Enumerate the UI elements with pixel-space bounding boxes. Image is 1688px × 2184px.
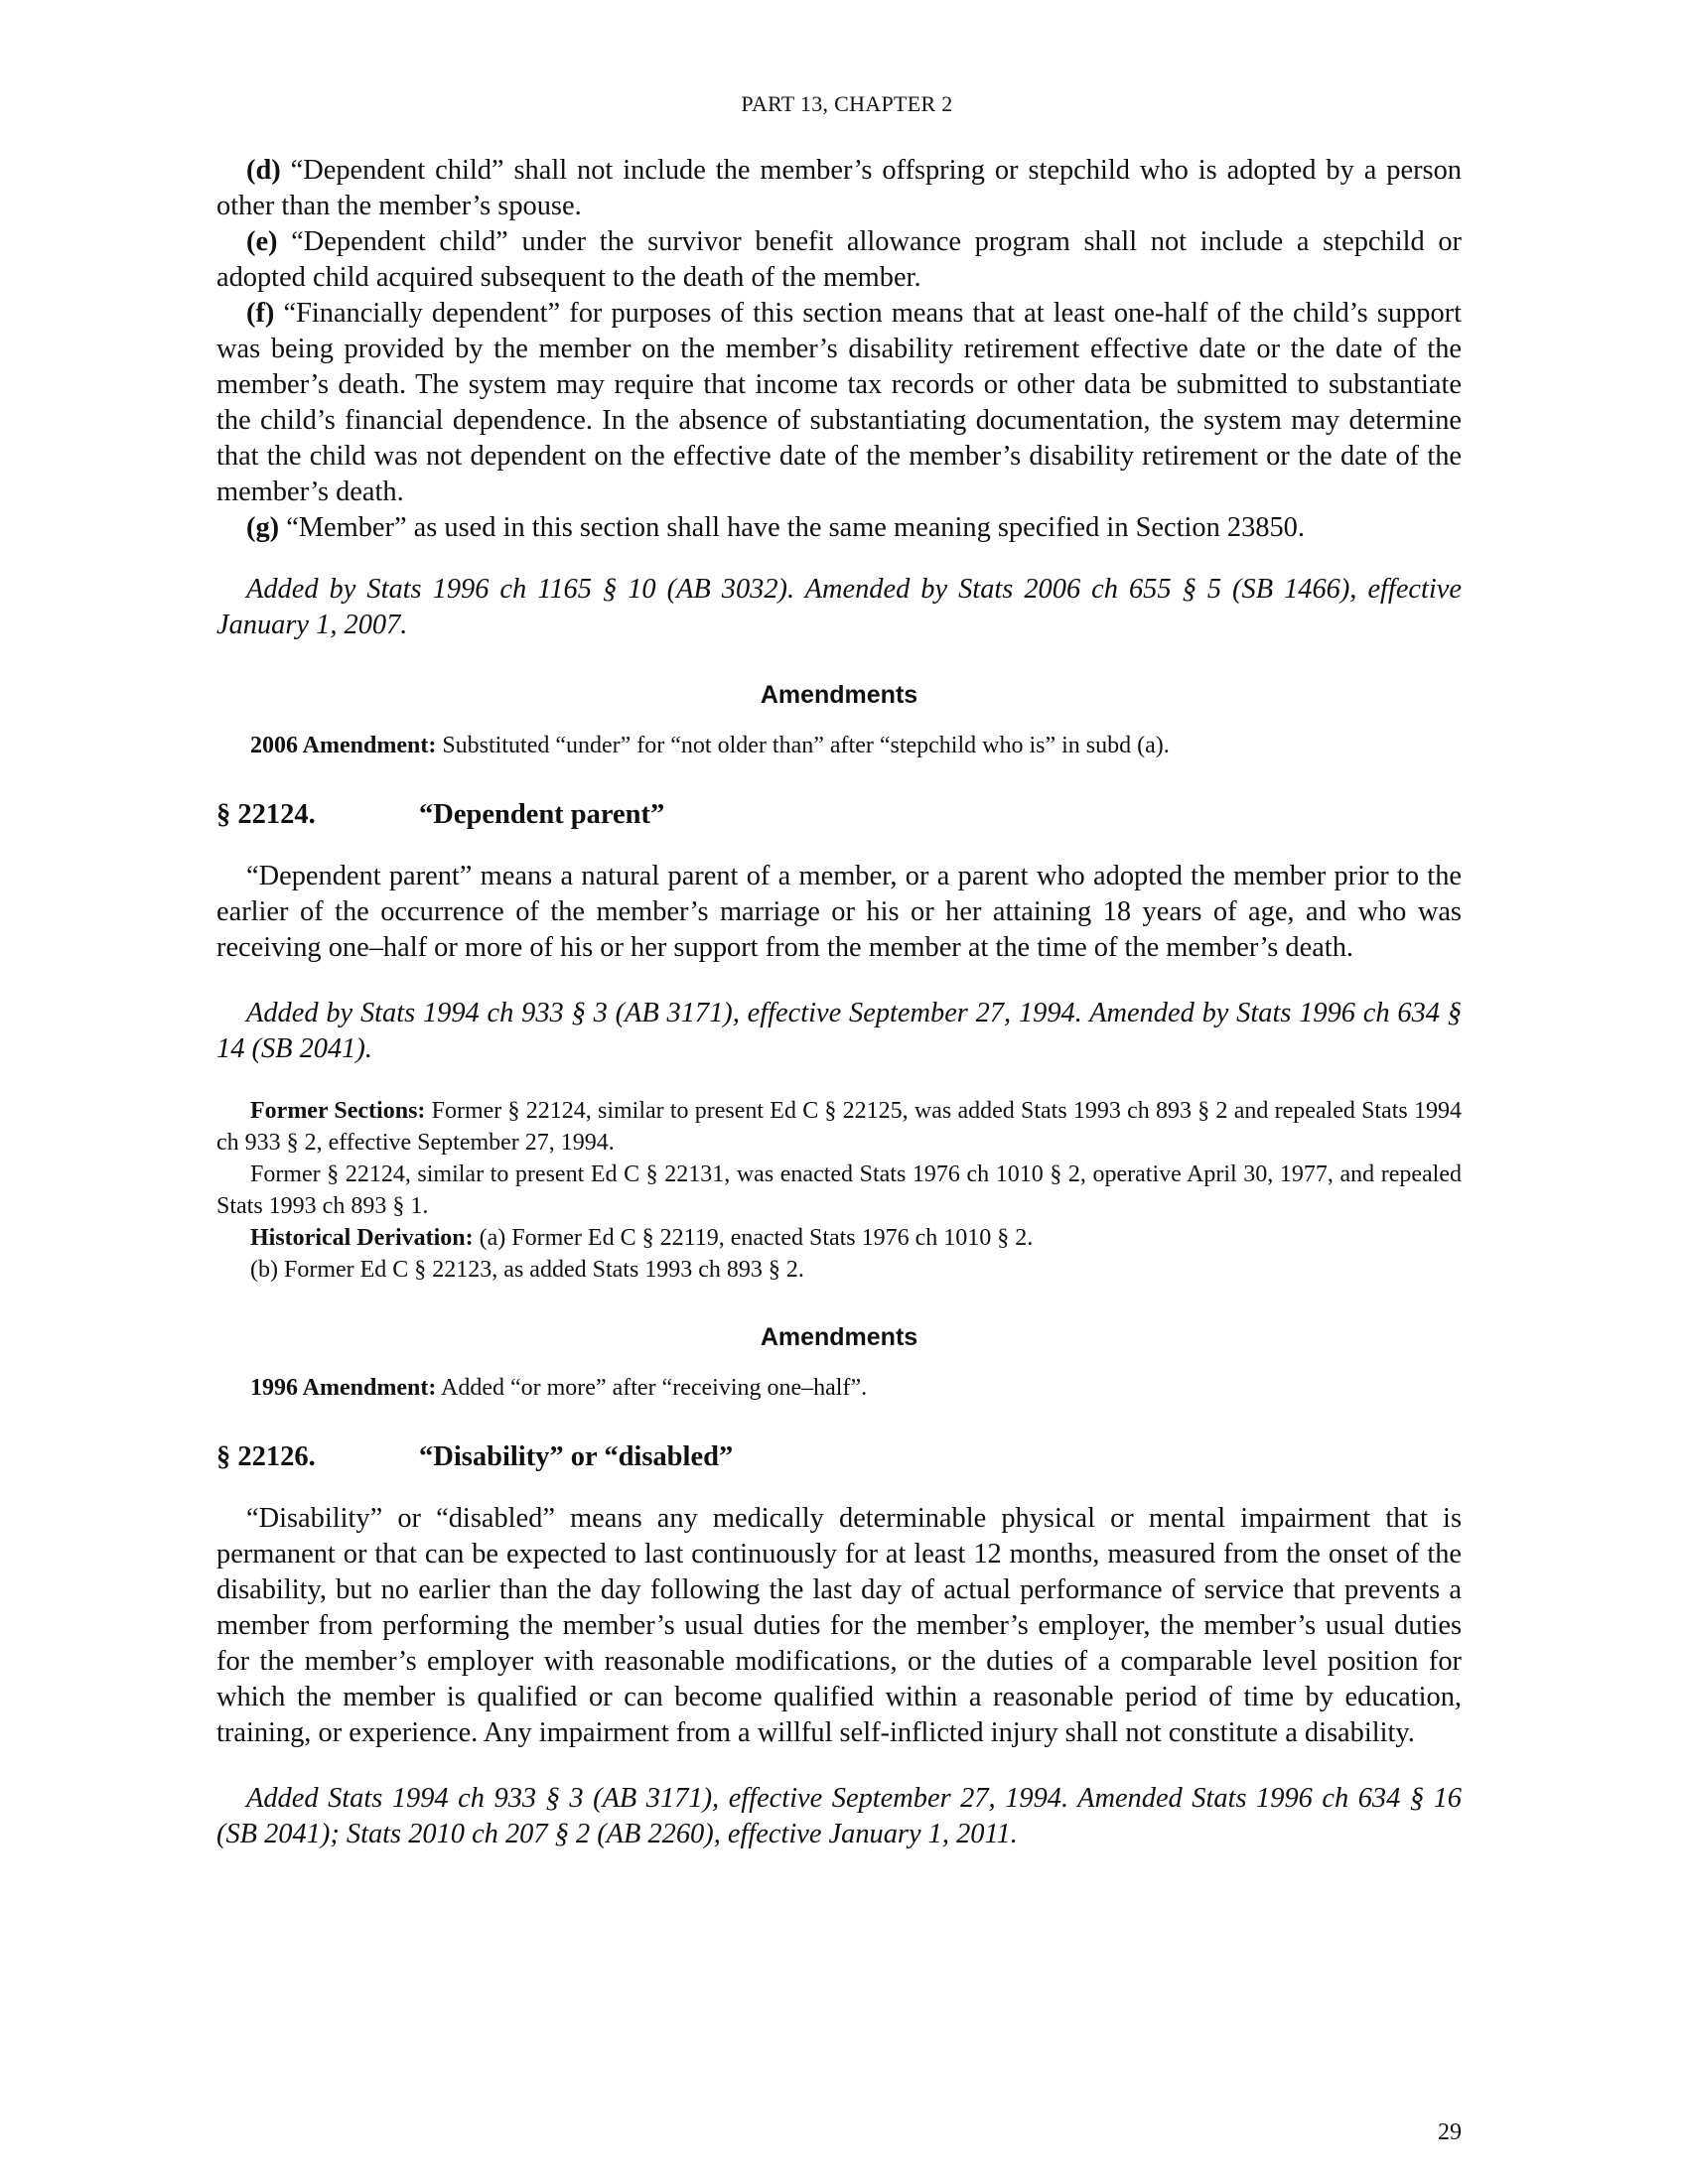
running-header: PART 13, CHAPTER 2 <box>741 91 953 116</box>
note-label: Former Sections: <box>250 1098 426 1124</box>
subdivision-f <box>216 296 1462 510</box>
note-text: Former § 22124, similar to present Ed C § 22125, was added Stats 1993 ch 893 § 2 and repealed Stats 1994 ch 933 § 2, effective September 27, 1994. <box>216 1098 1462 1156</box>
amendment-note <box>216 730 1462 761</box>
note-label: Historical Derivation: <box>250 1225 474 1251</box>
subdivision-label: (g) <box>246 512 280 543</box>
section-title: “Disability” or “disabled” <box>419 1441 734 1472</box>
subdivision-g <box>216 510 1462 546</box>
amendment-text: Added “or more” after “receiving one–half”. <box>436 1375 868 1401</box>
subdivision-e <box>216 224 1462 296</box>
section-number: § 22124. <box>216 799 316 830</box>
section-title: “Dependent parent” <box>419 799 665 830</box>
subdivision-text: “Dependent child” under the survivor benefit allowance program shall not include a stepchild or adopted child acquired subsequent to the death of the member. <box>216 226 1462 293</box>
section-body: “Disability” or “disabled” means any medically determinable physical or mental impairment that is permanent or that can be expected to last continuously for at least 12 months, measured from the onset of the disability, but no earlier than the day following the last day of actual performance of service that prevents a member from performing the member’s usual duties for the member’s employer, the member’s usual duties for the member’s employer with reasonable modifications, or the duties of a comparable level position for which the member is qualified or can become qualified within a reasonable period of time by education, training, or experience. Any impairment from a willful self-inflicted injury shall not constitute a disability. <box>216 1503 1462 1748</box>
history-note: Added Stats 1994 ch 933 § 3 (AB 3171), effective September 27, 1994. Amended Stats 1996 ch 634 § 16 (SB 2041); Stats 2010 ch 207 § 2 (AB 2260), effective January 1, 2011. <box>216 1783 1462 1849</box>
derivation-note: (b) Former Ed C § 22123, as added Stats 1993 ch 893 § 2. <box>250 1257 804 1283</box>
derivation-note <box>216 1222 1462 1254</box>
history-note: Added by Stats 1996 ch 1165 § 10 (AB 3032). Amended by Stats 2006 ch 655 § 5 (SB 1466), effective January 1, 2007. <box>216 574 1462 640</box>
page-number: 29 <box>1438 2119 1462 2145</box>
subdivision-label: (d) <box>246 155 281 186</box>
subdivision-label: (f) <box>246 298 275 329</box>
former-sections-note <box>216 1095 1462 1159</box>
section-heading-22126 <box>216 1441 1462 1473</box>
section-heading-22124 <box>216 799 1462 831</box>
history-note: Added by Stats 1994 ch 933 § 3 (AB 3171), effective September 27, 1994. Amended by Stats 1996 ch 634 § 14 (SB 2041). <box>216 998 1462 1064</box>
amendment-label: 2006 Amendment: <box>250 733 437 758</box>
amendment-note <box>216 1372 1462 1404</box>
former-sections-note: Former § 22124, similar to present Ed C § 22131, was enacted Stats 1976 ch 1010 § 2, operative April 30, 1977, and repealed Stats 1993 ch 893 § 1. <box>216 1161 1462 1219</box>
subdivision-text: “Member” as used in this section shall have the same meaning specified in Section 23850. <box>279 512 1305 543</box>
section-body: “Dependent parent” means a natural parent of a member, or a parent who adopted the member prior to the earlier of the occurrence of the member’s marriage or his or her attaining 18 years of age, and who was receiving one–half or more of his or her support from the member at the time of the member’s death. <box>216 861 1462 963</box>
document-page <box>216 91 1462 2146</box>
amendments-heading: Amendments <box>760 681 918 709</box>
amendments-heading: Amendments <box>760 1323 918 1351</box>
subdivision-text: “Dependent child” shall not include the member’s offspring or stepchild who is adopted by a person other than the member’s spouse. <box>216 155 1462 221</box>
subdivision-text: “Financially dependent” for purposes of this section means that at least one-half of the child’s support was being provided by the member on the member’s disability retirement effective date or the date of the member’s death. The system may require that income tax records or other data be submitted to substantiate the child’s financial dependence. In the absence of substantiating documentation, the system may determine that the child was not dependent on the effective date of the member’s disability retirement or the date of the member’s death. <box>216 298 1462 507</box>
amendment-label: 1996 Amendment: <box>250 1375 437 1401</box>
section-number: § 22126. <box>216 1441 316 1472</box>
note-text: (a) Former Ed C § 22119, enacted Stats 1976 ch 1010 § 2. <box>473 1225 1034 1251</box>
subdivision-d <box>216 153 1462 224</box>
subdivision-label: (e) <box>246 226 278 257</box>
amendment-text: Substituted “under” for “not older than” after “stepchild who is” in subd (a). <box>436 733 1170 758</box>
